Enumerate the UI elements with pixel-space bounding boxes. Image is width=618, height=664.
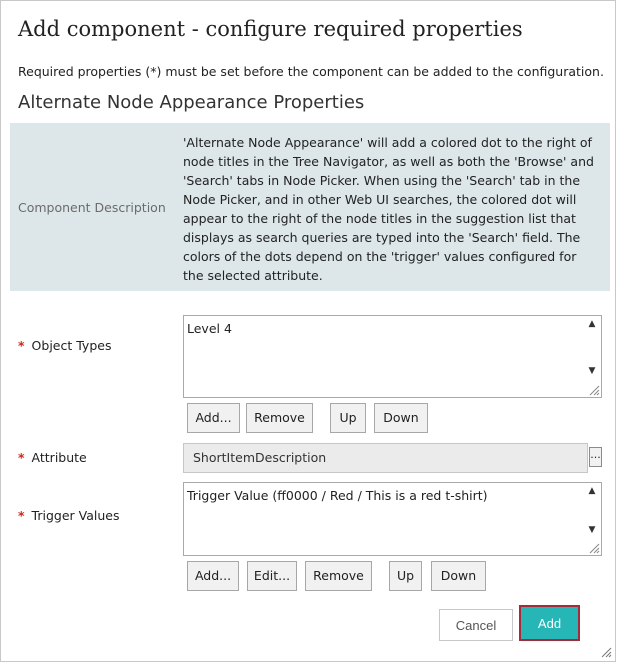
object-types-remove-button[interactable]: Remove: [246, 403, 313, 433]
object-types-down-button[interactable]: Down: [374, 403, 428, 433]
scroll-down-icon[interactable]: ▼: [588, 366, 596, 376]
required-marker: *: [18, 338, 25, 353]
scroll-up-icon[interactable]: ▲: [588, 486, 596, 496]
component-description-panel: [10, 123, 610, 291]
trigger-values-down-button[interactable]: Down: [431, 561, 486, 591]
resize-grip-icon[interactable]: [588, 542, 600, 554]
dialog-intro-text: Required properties (*) must be set before the component can be added to the configuration.: [18, 64, 604, 79]
list-item[interactable]: Level 4: [187, 321, 232, 336]
attribute-browse-button[interactable]: ...: [589, 447, 602, 467]
scroll-up-icon[interactable]: ▲: [588, 319, 596, 329]
attribute-field[interactable]: ShortItemDescription: [183, 443, 588, 473]
trigger-values-label: [18, 508, 119, 523]
add-button[interactable]: Add: [519, 605, 580, 641]
dialog-title: Add component - configure required properties: [18, 17, 523, 41]
scroll-down-icon[interactable]: ▼: [588, 525, 596, 535]
trigger-values-up-button[interactable]: Up: [389, 561, 422, 591]
object-types-add-button[interactable]: Add...: [187, 403, 240, 433]
object-types-listbox[interactable]: [183, 315, 602, 398]
trigger-values-label-text: Trigger Values: [31, 508, 120, 523]
component-description-label: Component Description: [18, 200, 166, 215]
cancel-button[interactable]: Cancel: [439, 609, 513, 641]
object-types-label-text: Object Types: [31, 338, 112, 353]
attribute-label-text: Attribute: [31, 450, 87, 465]
required-marker: *: [18, 450, 25, 465]
component-description-text: 'Alternate Node Appearance' will add a colored dot to the right of node titles in the Tree Navigator, as well as both the 'Browse' and 'Search' tabs in Node Picker. When using the 'Search' tab in the Node Picker, and in other Web UI searches, the colored dot will appear to the right of the node titles in the suggestion list that displays as search queries are typed into the 'Search' field. The colors of the dots depend on the 'trigger' values configured for the selected attribute.: [183, 135, 594, 283]
resize-grip-icon[interactable]: [588, 384, 600, 396]
trigger-values-edit-button[interactable]: Edit...: [247, 561, 297, 591]
trigger-values-remove-button[interactable]: Remove: [305, 561, 372, 591]
dialog-resize-grip-icon[interactable]: [600, 646, 612, 658]
required-marker: *: [18, 508, 25, 523]
trigger-values-add-button[interactable]: Add...: [187, 561, 239, 591]
list-item[interactable]: Trigger Value (ff0000 / Red / This is a red t-shirt): [187, 488, 488, 503]
attribute-label: [18, 450, 87, 465]
trigger-values-listbox[interactable]: [183, 482, 602, 556]
object-types-label: [18, 338, 111, 353]
object-types-up-button[interactable]: Up: [330, 403, 366, 433]
section-title: Alternate Node Appearance Properties: [18, 92, 365, 113]
